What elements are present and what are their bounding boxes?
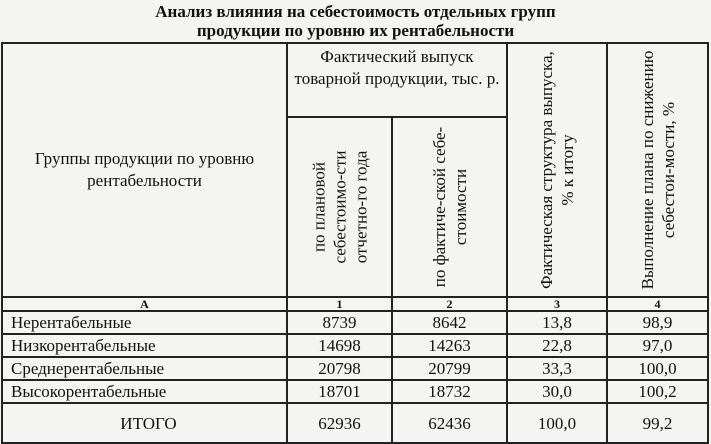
row-actual-cost: 20799 (392, 357, 507, 380)
index-cell: А (2, 297, 287, 311)
total-plan-fulfilment: 99,2 (607, 403, 708, 443)
table-row (2, 334, 708, 357)
total-row (2, 403, 708, 443)
row-structure: 22,8 (507, 334, 607, 357)
index-cell: 4 (607, 297, 708, 311)
row-planned-cost: 8739 (287, 311, 392, 334)
index-row (2, 297, 708, 311)
header-cost-reduction-text: Выполнение плана по снижению себестои-мости, % (637, 50, 678, 290)
total-actual-cost: 62436 (392, 403, 507, 443)
row-plan-fulfilment: 100,0 (607, 357, 708, 380)
total-planned-cost: 62936 (287, 403, 392, 443)
total-structure: 100,0 (507, 403, 607, 443)
row-actual-cost: 14263 (392, 334, 507, 357)
header-actual-output: Фактический выпуск товарной продукции, тыс. р. (287, 43, 507, 117)
row-group-name: Низкорентабельные (2, 334, 287, 357)
row-plan-fulfilment: 100,2 (607, 380, 708, 403)
row-plan-fulfilment: 97,0 (607, 334, 708, 357)
document-title (0, 2, 711, 40)
title-line-2: продукции по уровню их рентабельности (196, 21, 515, 40)
row-planned-cost: 18701 (287, 380, 392, 403)
header-cost-reduction (607, 43, 708, 297)
cost-analysis-table (1, 42, 709, 444)
total-label: ИТОГО (2, 403, 287, 443)
row-actual-cost: 8642 (392, 311, 507, 334)
index-cell: 2 (392, 297, 507, 311)
row-structure: 33,3 (507, 357, 607, 380)
header-product-groups: Группы продукции по уровню рентабельности (2, 43, 287, 297)
index-cell: 1 (287, 297, 392, 311)
row-planned-cost: 14698 (287, 334, 392, 357)
row-plan-fulfilment: 98,9 (607, 311, 708, 334)
header-row-1 (2, 43, 708, 117)
header-planned-cost (287, 117, 392, 297)
row-structure: 30,0 (507, 380, 607, 403)
row-group-name: Среднерентабельные (2, 357, 287, 380)
row-structure: 13,8 (507, 311, 607, 334)
header-actual-cost-text: по фактиче-ской себе-стоимости (429, 126, 470, 288)
index-cell: 3 (507, 297, 607, 311)
table-row (2, 357, 708, 380)
title-line-1: Анализ влияния на себестоимость отдельных групп (155, 2, 556, 21)
row-group-name: Нерентабельные (2, 311, 287, 334)
row-group-name: Высокорентабельные (2, 380, 287, 403)
row-actual-cost: 18732 (392, 380, 507, 403)
header-actual-structure (507, 43, 607, 297)
table-row (2, 311, 708, 334)
header-actual-structure-text: Фактическая структура выпуска, % к итогу (537, 51, 577, 289)
header-actual-cost (392, 117, 507, 297)
row-planned-cost: 20798 (287, 357, 392, 380)
header-planned-cost-text: по плановой себестоимо-сти отчетно-го года (309, 150, 370, 264)
